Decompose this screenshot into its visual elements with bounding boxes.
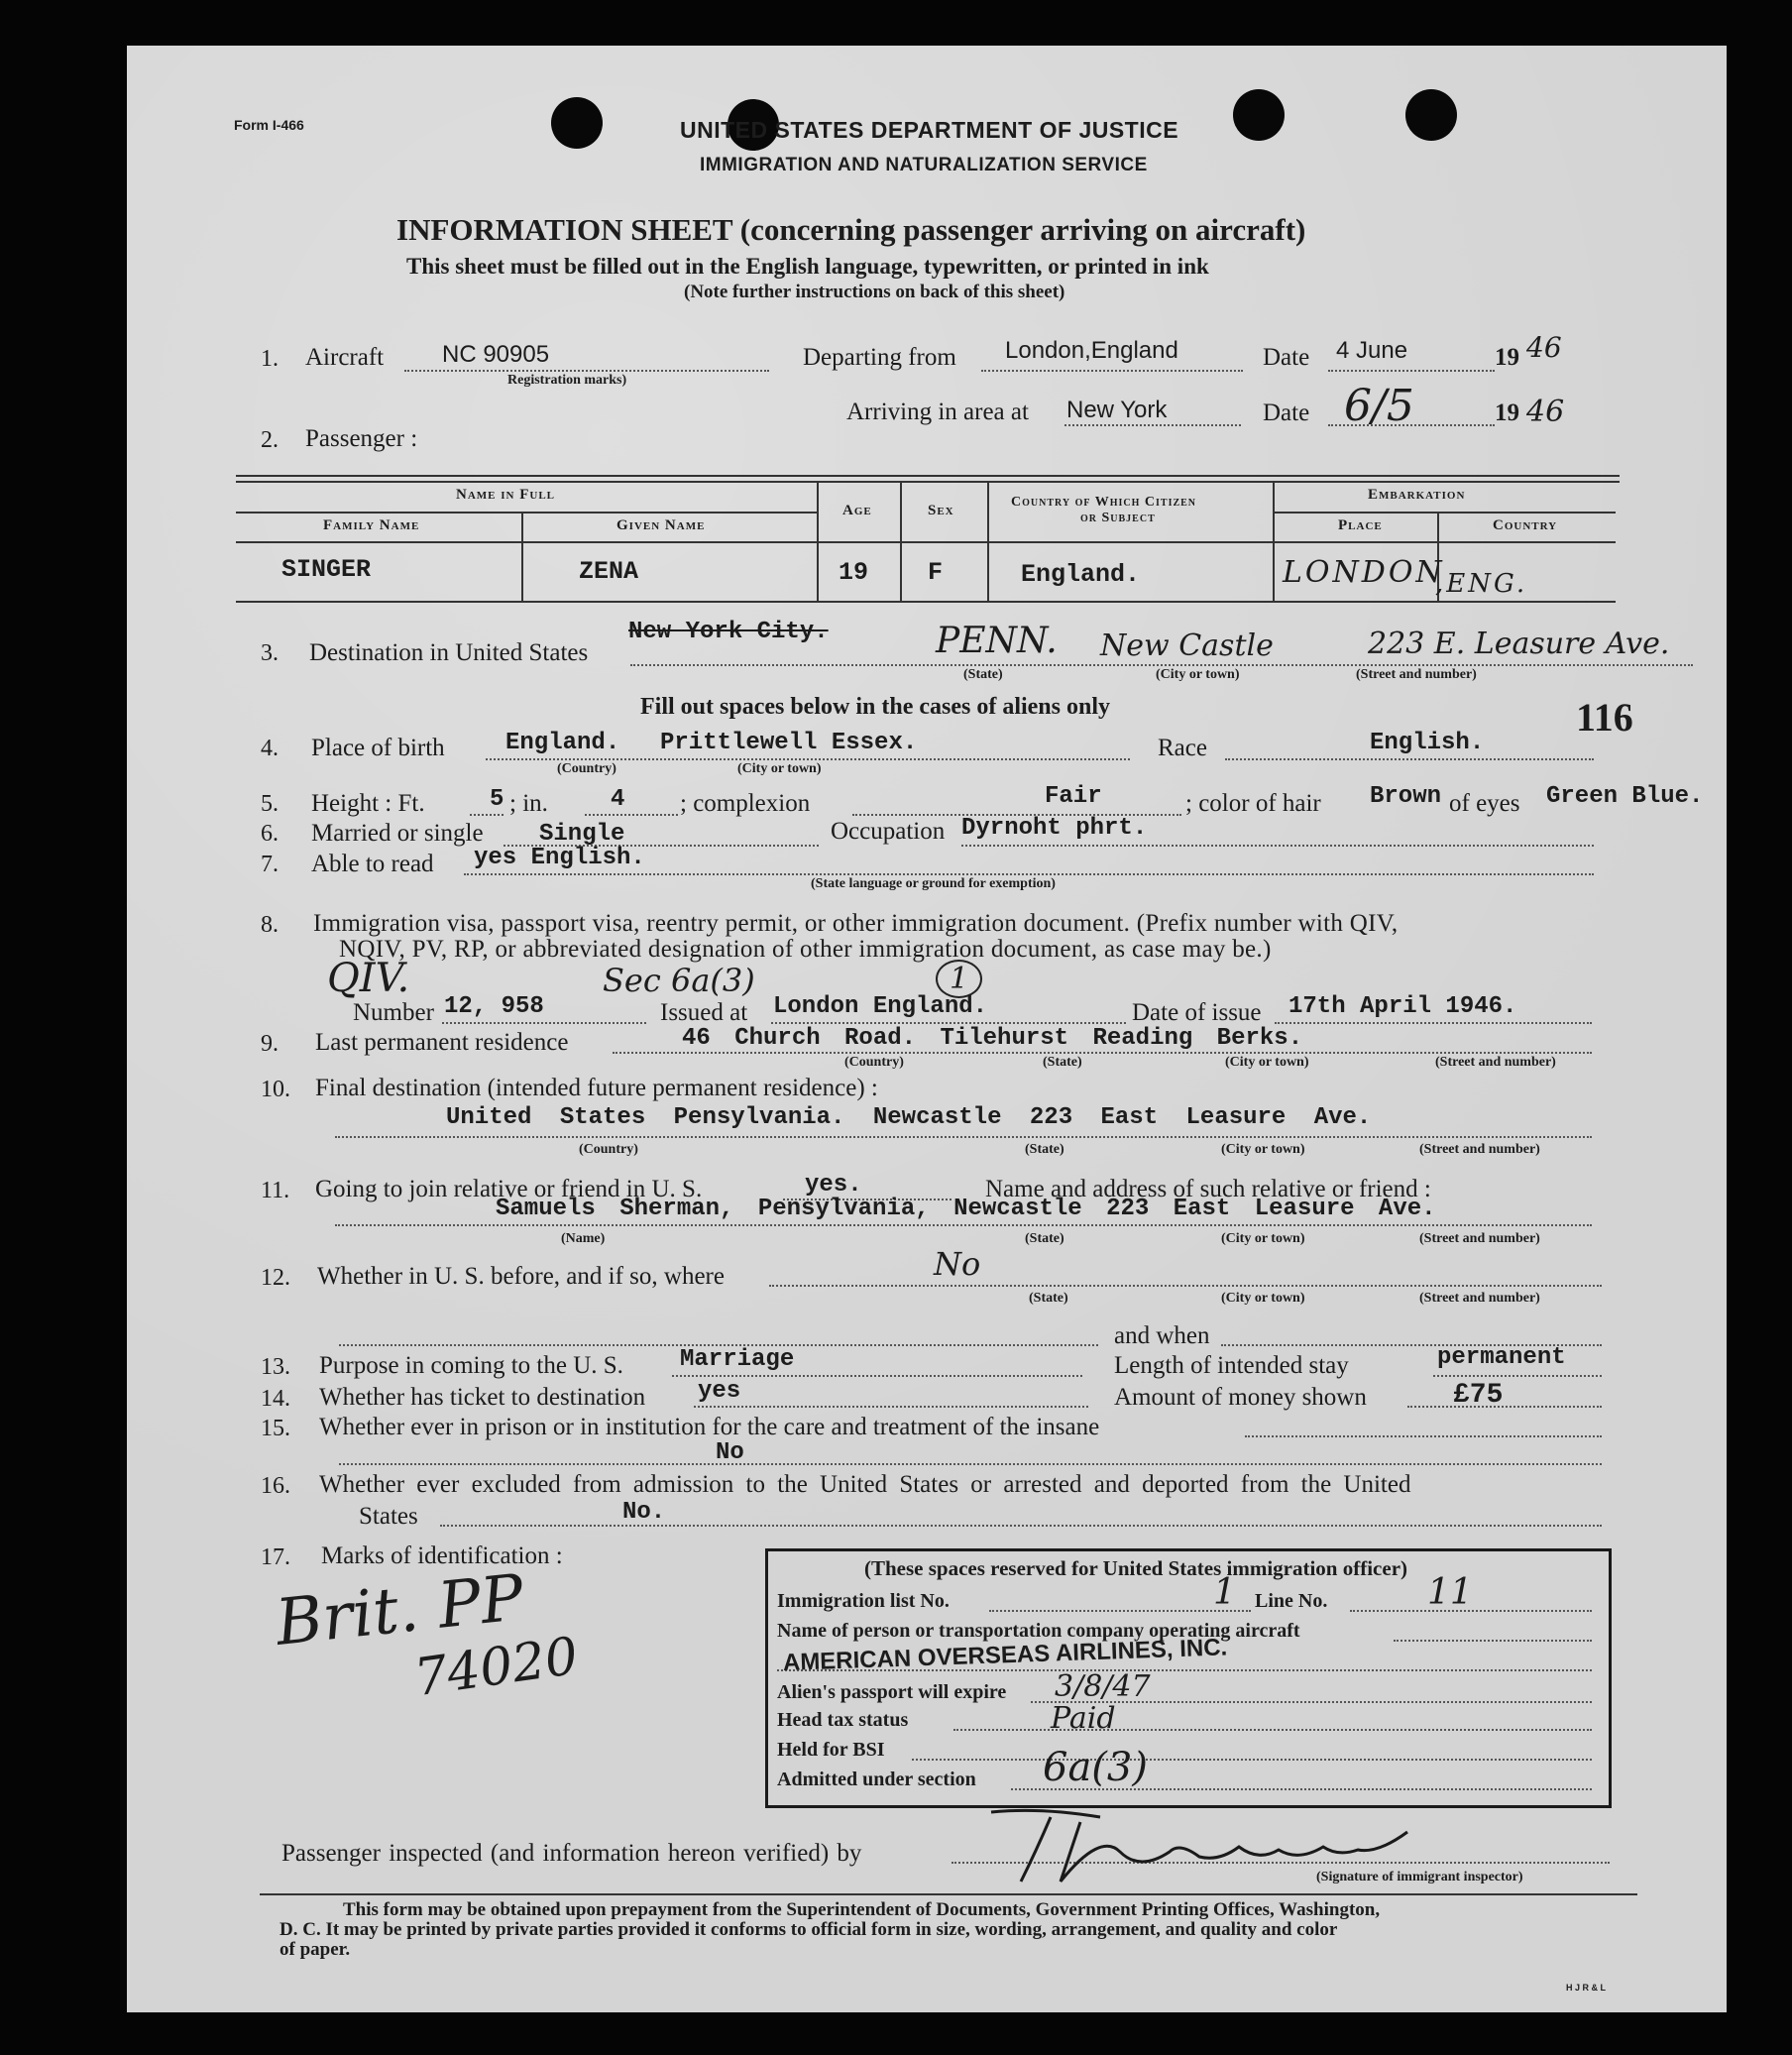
race-value: English. xyxy=(1370,730,1485,756)
visa-text: Immigration visa, passport visa, reentry permit, or other immigration document. (Prefix number with QIV, xyxy=(313,910,1399,937)
bsi-label: Held for BSI xyxy=(777,1739,885,1761)
height-feet: 5 xyxy=(490,786,504,813)
street-caption: (Street and number) xyxy=(1419,1291,1540,1306)
date-label: Date xyxy=(1263,400,1310,426)
item-number: 14. xyxy=(261,1386,290,1412)
read-value: yes English. xyxy=(474,845,645,871)
aircraft-value: NC 90905 xyxy=(442,341,550,368)
read-caption: (State language or ground for exemption) xyxy=(811,876,1056,891)
visa-handwritten-qiv: QIV. xyxy=(327,956,410,1001)
marks-label: Marks of identification : xyxy=(321,1542,563,1569)
item-number: 4. xyxy=(261,736,279,761)
visa-number: 12, 958 xyxy=(444,993,544,1020)
given-name-value: ZENA xyxy=(579,557,639,586)
inches-label: ; in. xyxy=(509,790,548,817)
item-number: 6. xyxy=(261,821,279,847)
embarkation-place: LONDON xyxy=(1283,555,1445,590)
footer-text-2: D. C. It may be printed by private parties provided it conforms to official form in size, wording, arrangement, and quality and color xyxy=(280,1919,1338,1940)
marks-handwritten-1: Brit. PP xyxy=(272,1561,527,1660)
marital-value: Single xyxy=(539,821,625,848)
street-caption: (Street and number) xyxy=(1419,1231,1540,1246)
occupation-value: Dyrnoht phrt. xyxy=(961,815,1148,842)
country-caption: (Country) xyxy=(579,1142,638,1157)
name-caption: (Name) xyxy=(561,1231,606,1246)
complexion-label: ; complexion xyxy=(680,790,811,817)
destination-city: New Castle xyxy=(1100,628,1274,663)
state-caption: (State) xyxy=(1029,1291,1068,1306)
passport-label: Alien's passport will expire xyxy=(777,1681,1007,1703)
state-caption: (State) xyxy=(1025,1142,1064,1157)
join-value: yes. xyxy=(805,1172,862,1199)
punch-hole xyxy=(1233,89,1285,141)
relative-value: Samuels Sherman, Pensylvania, Newcastle 223 East Leasure Ave. xyxy=(496,1196,1436,1222)
company-stamp: AMERICAN OVERSEAS AIRLINES, INC. xyxy=(782,1634,1228,1676)
item-number: 15. xyxy=(261,1416,290,1441)
item-number: 12. xyxy=(261,1265,290,1291)
marks-handwritten-2: 74020 xyxy=(410,1626,582,1709)
item-number: 11. xyxy=(261,1178,290,1203)
footer-text-1: This form may be obtained upon prepayment from the Superintendent of Documents, Government Printing Offices, Washington, xyxy=(343,1899,1381,1920)
destination-struck: New York City. xyxy=(628,619,829,645)
stamp-number: 116 xyxy=(1576,695,1633,740)
year-prefix: 19 xyxy=(1495,344,1519,371)
service-name: IMMIGRATION AND NATURALIZATION SERVICE xyxy=(700,155,1148,175)
excluded-value: No. xyxy=(622,1499,666,1526)
join-label: Going to join relative or friend in U. S. xyxy=(315,1176,703,1202)
item-number: 7. xyxy=(261,852,279,877)
citizen-header: Country of Which Citizen xyxy=(1011,495,1197,510)
marital-label: Married or single xyxy=(311,820,484,847)
embarkation-country: ,ENG. xyxy=(1435,569,1528,599)
and-when-label: and when xyxy=(1114,1322,1210,1349)
agency-name: UNITED STATES DEPARTMENT OF JUSTICE xyxy=(680,117,1179,143)
city-caption: (City or town) xyxy=(1221,1231,1305,1246)
sex-value: F xyxy=(928,558,944,587)
race-label: Race xyxy=(1158,735,1207,761)
before-label: Whether in U. S. before, and if so, where xyxy=(317,1263,725,1290)
section-label: Admitted under section xyxy=(777,1769,976,1790)
visa-number-label: Number xyxy=(353,999,434,1026)
departure-year: 46 xyxy=(1526,331,1562,364)
year-prefix: 19 xyxy=(1495,400,1519,426)
state-caption: (State) xyxy=(1043,1055,1082,1070)
complexion-value: Fair xyxy=(1045,783,1102,810)
prison-label: Whether ever in prison or in institution for the care and treatment of the insane xyxy=(319,1414,1100,1440)
prison-value: No xyxy=(716,1439,744,1466)
height-inches: 4 xyxy=(611,786,625,813)
arrival-year: 46 xyxy=(1526,395,1565,429)
destination-label: Destination in United States xyxy=(309,639,589,666)
passenger-label: Passenger : xyxy=(305,425,418,452)
page-subtitle: This sheet must be filled out in the English language, typewritten, or printed in ink xyxy=(406,254,1209,279)
issue-date-label: Date of issue xyxy=(1132,999,1262,1026)
street-caption: (Street and number) xyxy=(1356,667,1477,682)
sex-header: Sex xyxy=(928,503,954,518)
item-number: 13. xyxy=(261,1354,290,1380)
ticket-value: yes xyxy=(698,1378,741,1405)
arriving-value: New York xyxy=(1066,397,1168,423)
purpose-label: Purpose in coming to the U. S. xyxy=(319,1352,623,1379)
registration-caption: Registration marks) xyxy=(507,373,627,388)
city-caption: (City or town) xyxy=(1221,1291,1305,1306)
aliens-heading: Fill out spaces below in the cases of aliens only xyxy=(640,694,1111,720)
head-tax-label: Head tax status xyxy=(777,1709,909,1731)
country-caption: (Country) xyxy=(844,1055,904,1070)
money-label: Amount of money shown xyxy=(1114,1384,1367,1411)
family-name-value: SINGER xyxy=(281,555,372,584)
street-caption: (Street and number) xyxy=(1419,1142,1540,1157)
street-caption: (Street and number) xyxy=(1435,1055,1556,1070)
issue-date: 17th April 1946. xyxy=(1288,993,1517,1020)
page-note: (Note further instructions on back of this sheet) xyxy=(684,282,1065,302)
citizen-header-2: or Subject xyxy=(1080,511,1156,525)
item-number: 5. xyxy=(261,791,279,817)
excluded-label: Whether ever excluded from admission to the United States or arrested and deported from the United xyxy=(319,1471,1411,1498)
issued-label: Issued at xyxy=(660,999,748,1026)
given-name-header: Given Name xyxy=(616,517,706,533)
head-tax-value: Paid xyxy=(1051,1701,1116,1736)
aircraft-label: Aircraft xyxy=(305,344,385,371)
line-value: 11 xyxy=(1427,1572,1473,1613)
city-caption: (City or town) xyxy=(1156,667,1240,682)
city-caption: (City or town) xyxy=(1221,1142,1305,1157)
departing-label: Departing from xyxy=(803,344,956,371)
family-name-header: Family Name xyxy=(323,517,420,533)
name-in-full-header: Name in Full xyxy=(456,487,556,503)
final-destination-label: Final destination (intended future permanent residence) : xyxy=(315,1075,878,1101)
birth-label: Place of birth xyxy=(311,735,445,761)
city-caption: (City or town) xyxy=(737,761,822,776)
section-value: 6a(3) xyxy=(1043,1745,1148,1790)
list-label: Immigration list No. xyxy=(777,1590,950,1612)
birth-country: England. xyxy=(505,730,620,756)
visa-handwritten-section: Sec 6a(3) xyxy=(603,962,755,999)
form-number: Form I-466 xyxy=(234,117,304,133)
read-label: Able to read xyxy=(311,851,434,877)
citizen-value: England. xyxy=(1021,560,1141,589)
eyes-label: of eyes xyxy=(1449,790,1520,817)
embarkation-header: Embarkation xyxy=(1368,487,1466,503)
item-number: 3. xyxy=(261,640,279,666)
residence-value: 46 Church Road. Tilehurst Reading Berks. xyxy=(682,1025,1303,1052)
age-header: Age xyxy=(842,503,872,518)
company-label: Name of person or transportation company operating aircraft xyxy=(777,1620,1300,1642)
punch-hole xyxy=(1405,89,1457,141)
city-caption: (City or town) xyxy=(1225,1055,1309,1070)
item-number: 10. xyxy=(261,1077,290,1102)
money-value: £75 xyxy=(1453,1380,1504,1411)
residence-label: Last permanent residence xyxy=(315,1029,569,1056)
signature-caption: (Signature of immigrant inspector) xyxy=(1316,1870,1523,1884)
ticket-label: Whether has ticket to destination xyxy=(319,1384,646,1411)
footer-text-3: of paper. xyxy=(280,1939,351,1960)
visa-handwritten-circle: 1 xyxy=(936,960,982,998)
height-label: Height : Ft. xyxy=(311,790,425,817)
item-number: 17. xyxy=(261,1544,290,1570)
item-number: 16. xyxy=(261,1473,290,1499)
final-destination-value: United States Pensylvania. Newcastle 223 East Leasure Ave. xyxy=(446,1104,1372,1131)
purpose-value: Marriage xyxy=(680,1346,795,1373)
relative-name-label: Name and address of such relative or friend : xyxy=(985,1176,1431,1202)
issued-value: London England. xyxy=(773,993,988,1020)
departing-value: London,England xyxy=(1005,337,1178,364)
hair-label: ; color of hair xyxy=(1185,790,1321,817)
printer-mark: H J R & L xyxy=(1566,1983,1607,1993)
item-number: 1. xyxy=(261,346,279,372)
punch-hole xyxy=(551,97,603,149)
list-value: 1 xyxy=(1213,1572,1236,1613)
item-number: 2. xyxy=(261,427,279,453)
date-label: Date xyxy=(1263,344,1310,371)
age-value: 19 xyxy=(839,558,869,587)
stay-label: Length of intended stay xyxy=(1114,1352,1349,1379)
occupation-label: Occupation xyxy=(831,818,946,845)
page-title: INFORMATION SHEET (concerning passenger arriving on aircraft) xyxy=(396,212,1306,247)
passport-value: 3/8/47 xyxy=(1055,1669,1151,1704)
country-header: Country xyxy=(1493,517,1558,533)
destination-state: PENN. xyxy=(936,621,1058,661)
arriving-label: Arriving in area at xyxy=(846,399,1029,425)
departure-date: 4 June xyxy=(1336,337,1408,364)
visa-text-2: NQIV, PV, RP, or abbreviated designation of other immigration document, as case may be.) xyxy=(339,936,1272,963)
arrival-date: 6/5 xyxy=(1344,381,1414,431)
country-caption: (Country) xyxy=(557,761,616,776)
hair-value: Brown xyxy=(1370,783,1442,810)
eyes-value: Green Blue. xyxy=(1546,783,1704,810)
before-value: No xyxy=(934,1245,981,1283)
birth-city: Prittlewell Essex. xyxy=(660,730,918,756)
line-label: Line No. xyxy=(1255,1590,1328,1612)
place-header: Place xyxy=(1338,517,1383,533)
state-caption: (State) xyxy=(1025,1231,1064,1246)
state-caption: (State) xyxy=(963,667,1003,682)
excluded-label-2: States xyxy=(359,1503,418,1530)
destination-street: 223 E. Leasure Ave. xyxy=(1368,627,1670,661)
inspected-label: Passenger inspected (and information hereon verified) by xyxy=(281,1840,862,1867)
stay-value: permanent xyxy=(1437,1344,1566,1371)
item-number: 8. xyxy=(261,912,279,938)
officer-box-heading: (These spaces reserved for United States immigration officer) xyxy=(864,1556,1408,1580)
item-number: 9. xyxy=(261,1031,279,1057)
